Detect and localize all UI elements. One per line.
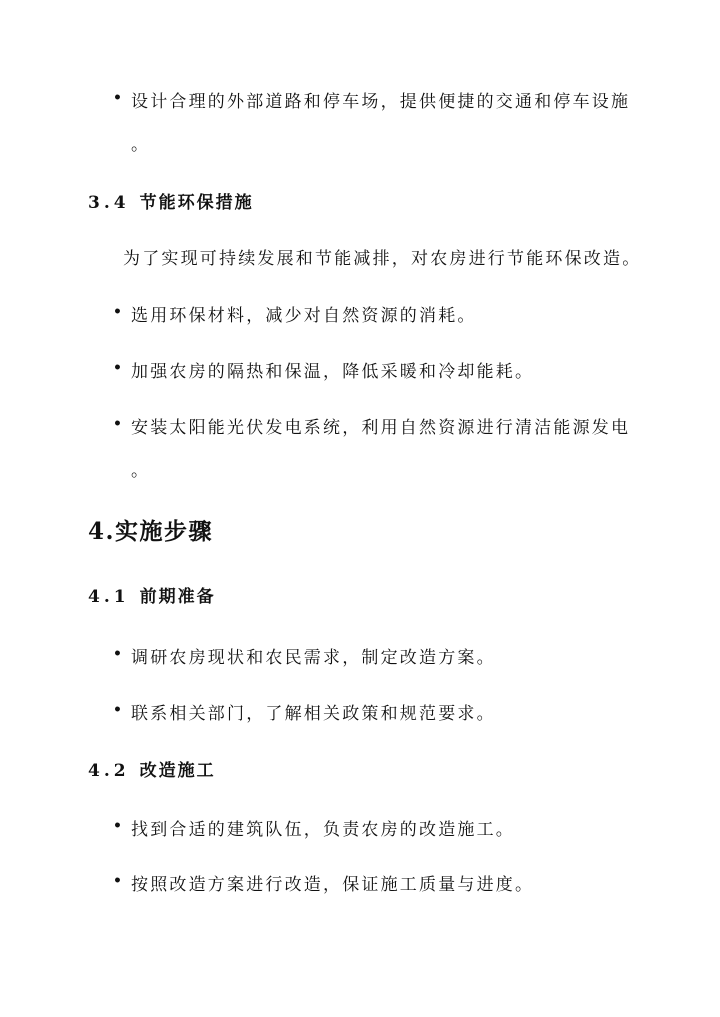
section-number: 4.2 <box>88 761 130 781</box>
section-heading-3-4 <box>88 188 254 213</box>
bullet-item-continuation: 。 <box>131 135 151 155</box>
bullet-item-text: 联系相关部门，了解相关政策和规范要求。 <box>131 704 496 724</box>
section-number: 4.1 <box>88 587 130 607</box>
section-heading-4-2 <box>88 756 216 781</box>
bullet-item-text: 按照改造方案进行改造，保证施工质量与进度。 <box>131 875 535 895</box>
bullet-item-text: 找到合适的建筑队伍，负责农房的改造施工。 <box>131 820 515 840</box>
bullet-marker: • <box>113 646 122 662</box>
bullet-item-text: 选用环保材料，减少对自然资源的消耗。 <box>131 306 477 326</box>
bullet-marker: • <box>113 873 122 889</box>
bullet-marker: • <box>113 818 122 834</box>
bullet-marker: • <box>113 702 122 718</box>
bullet-item-text: 调研农房现状和农民需求，制定改造方案。 <box>131 648 496 668</box>
bullet-item-text: 安装太阳能光伏发电系统，利用自然资源进行清洁能源发电 <box>131 418 631 438</box>
bullet-marker: • <box>113 416 122 432</box>
bullet-item-text: 加强农房的隔热和保温，降低采暖和冷却能耗。 <box>131 362 535 382</box>
section-title: 改造施工 <box>139 761 216 781</box>
bullet-marker: • <box>113 304 122 320</box>
bullet-item-continuation: 。 <box>131 461 151 481</box>
section-title: 节能环保措施 <box>139 193 254 213</box>
bullet-item-text: 设计合理的外部道路和停车场，提供便捷的交通和停车设施 <box>131 92 631 112</box>
section-number: 3.4 <box>88 193 130 213</box>
section-title: 前期准备 <box>139 587 216 607</box>
paragraph: 为了实现可持续发展和节能减排，对农房进行节能环保改造。 <box>123 249 642 269</box>
bullet-marker: • <box>113 90 122 106</box>
section-heading-4-1 <box>88 582 216 607</box>
bullet-marker: • <box>113 360 122 376</box>
chapter-heading-4: 4.实施步骤 <box>88 518 214 545</box>
